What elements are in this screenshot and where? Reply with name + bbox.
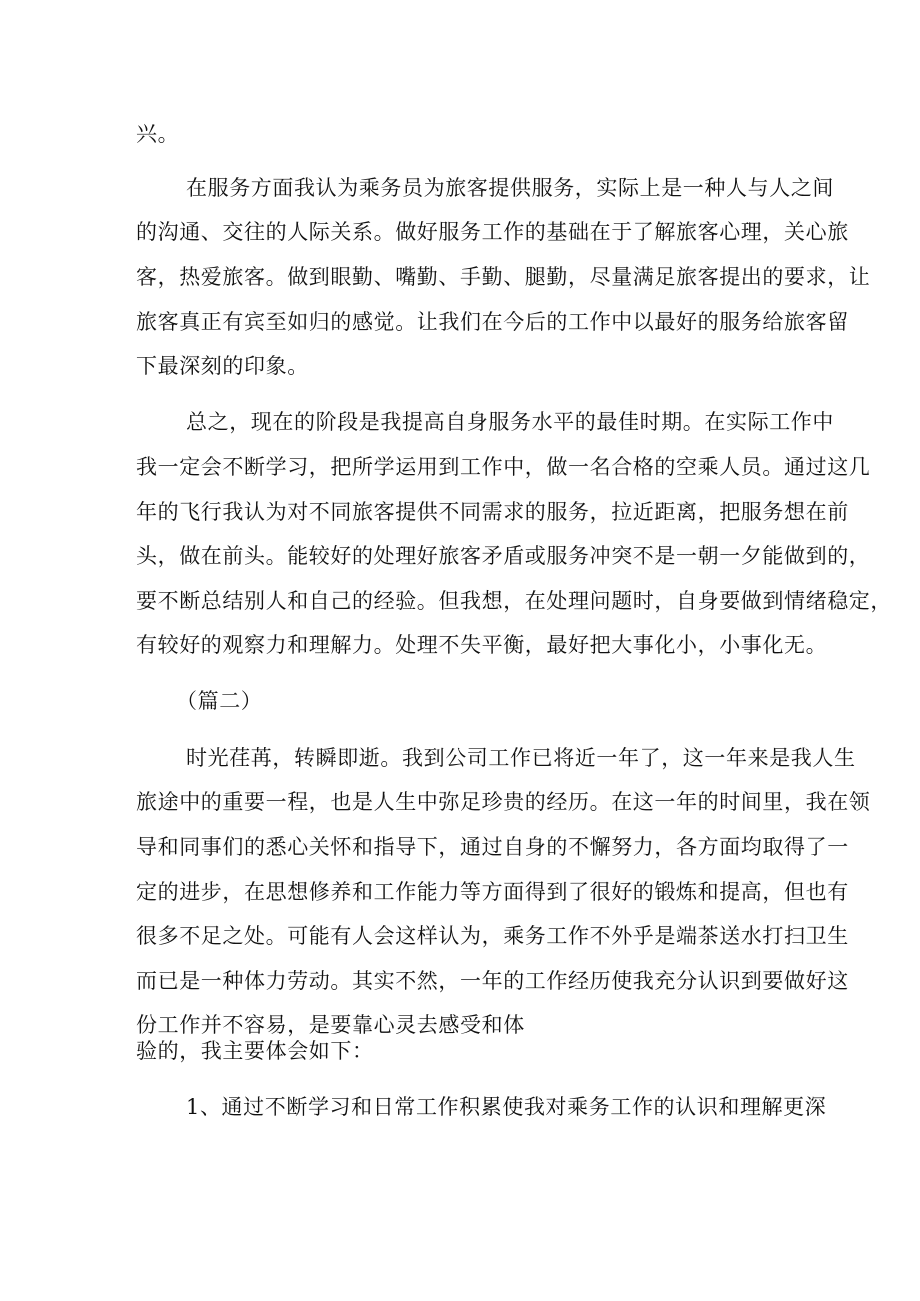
paragraph-line: 下最深刻的印象。 xyxy=(136,354,309,378)
paragraph-line: 要不断总结别人和自己的经验。但我想，在处理问题时，自身要做到情绪稳定， xyxy=(136,589,892,613)
paragraph-line: 在服务方面我认为乘务员为旅客提供服务，实际上是一种人与人之间 xyxy=(186,176,834,200)
paragraph-line: 总之，现在的阶段是我提高自身服务水平的最佳时期。在实际工作中 xyxy=(186,410,834,434)
paragraph-line: 旅途中的重要一程，也是人生中弥足珍贵的经历。在这一年的时间里，我在领 xyxy=(136,790,871,814)
paragraph-line: 份工作并不容易，是要靠心灵去感受和体 xyxy=(136,1013,525,1037)
paragraph-line: 导和同事们的悉心关怀和指导下，通过自身的不懈努力，各方面均取得了一 xyxy=(136,835,849,859)
paragraph-line: 年的飞行我认为对不同旅客提供不同需求的服务，拉近距离，把服务想在前 xyxy=(136,500,849,524)
paragraph-line: 定的进步，在思想修养和工作能力等方面得到了很好的锻炼和提高，但也有 xyxy=(136,880,849,904)
paragraph-line: 而已是一种体力劳动。其实不然，一年的工作经历使我充分认识到要做好这 xyxy=(136,969,849,993)
paragraph-line: 验的，我主要体会如下： xyxy=(136,1039,374,1063)
paragraph-line: 旅客真正有宾至如归的感觉。让我们在今后的工作中以最好的服务给旅客留 xyxy=(136,310,849,334)
paragraph-line: 客，热爱旅客。做到眼勤、嘴勤、手勤、腿勤，尽量满足旅客提出的要求，让 xyxy=(136,265,871,289)
section-heading: （篇二） xyxy=(176,689,263,713)
paragraph-line: 我一定会不断学习，把所学运用到工作中，做一名合格的空乘人员。通过这几 xyxy=(136,455,871,479)
paragraph-line: 兴。 xyxy=(136,122,180,146)
paragraph-line: 很多不足之处。可能有人会这样认为，乘务工作不外乎是端茶送水打扫卫生 xyxy=(136,924,849,948)
list-item: 1、通过不断学习和日常工作积累使我对乘务工作的认识和理解更深 xyxy=(186,1095,827,1119)
paragraph-line: 的沟通、交往的人际关系。做好服务工作的基础在于了解旅客心理，关心旅 xyxy=(136,220,849,244)
paragraph-line: 有较好的观察力和理解力。处理不失平衡，最好把大事化小，小事化无。 xyxy=(136,633,828,657)
paragraph-line: 头，做在前头。能较好的处理好旅客矛盾或服务冲突不是一朝一夕能做到的， xyxy=(136,544,871,568)
paragraph-line: 时光荏苒，转瞬即逝。我到公司工作已将近一年了，这一年来是我人生 xyxy=(186,746,856,770)
